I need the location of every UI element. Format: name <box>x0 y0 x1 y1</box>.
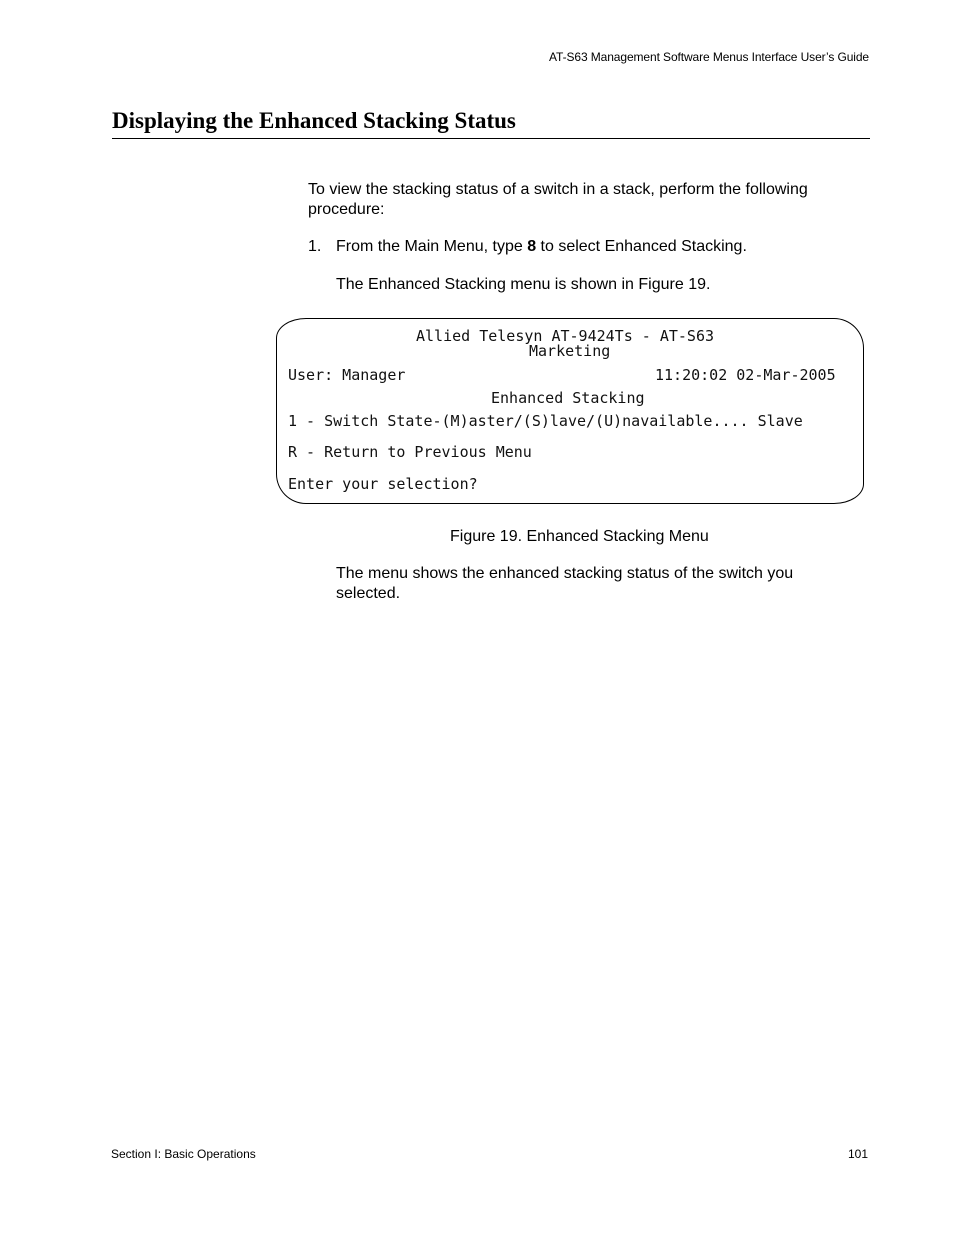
intro-paragraph: To view the stacking status of a switch in a stack, perform the following procedure: <box>308 181 808 218</box>
screen-option-1: 1 - Switch State-(M)aster/(S)lave/(U)navailable.... Slave <box>288 412 803 430</box>
screen-prompt: Enter your selection? <box>288 475 478 493</box>
terminal-screen-figure <box>276 318 864 504</box>
screen-location: Marketing <box>529 342 611 360</box>
step-number: 1. <box>308 238 322 255</box>
step-1 <box>308 237 858 257</box>
section-title: Displaying the Enhanced Stacking Status <box>112 108 870 139</box>
screen-datetime: 11:20:02 02-Mar-2005 <box>655 366 836 384</box>
screen-menu-title: Enhanced Stacking <box>491 389 645 407</box>
figure-caption: Figure 19. Enhanced Stacking Menu <box>450 528 709 545</box>
page-number: 101 <box>847 1147 868 1161</box>
step-text-before: From the Main Menu, type <box>336 238 528 255</box>
screen-user: User: Manager <box>288 366 406 384</box>
closing-paragraph: The menu shows the enhanced stacking status of the switch you selected. <box>336 565 794 602</box>
screen-option-r: R - Return to Previous Menu <box>288 443 532 461</box>
footer-section: Section I: Basic Operations <box>111 1147 256 1161</box>
screen-system-name: Allied Telesyn AT-9424Ts - AT-S63 <box>416 327 715 345</box>
step-note: The Enhanced Stacking menu is shown in Figure 19. <box>336 276 711 293</box>
step-key: 8 <box>527 238 537 255</box>
step-text-after: to select Enhanced Stacking. <box>536 238 747 255</box>
running-header: AT-S63 Management Software Menus Interface User’s Guide <box>549 50 869 64</box>
